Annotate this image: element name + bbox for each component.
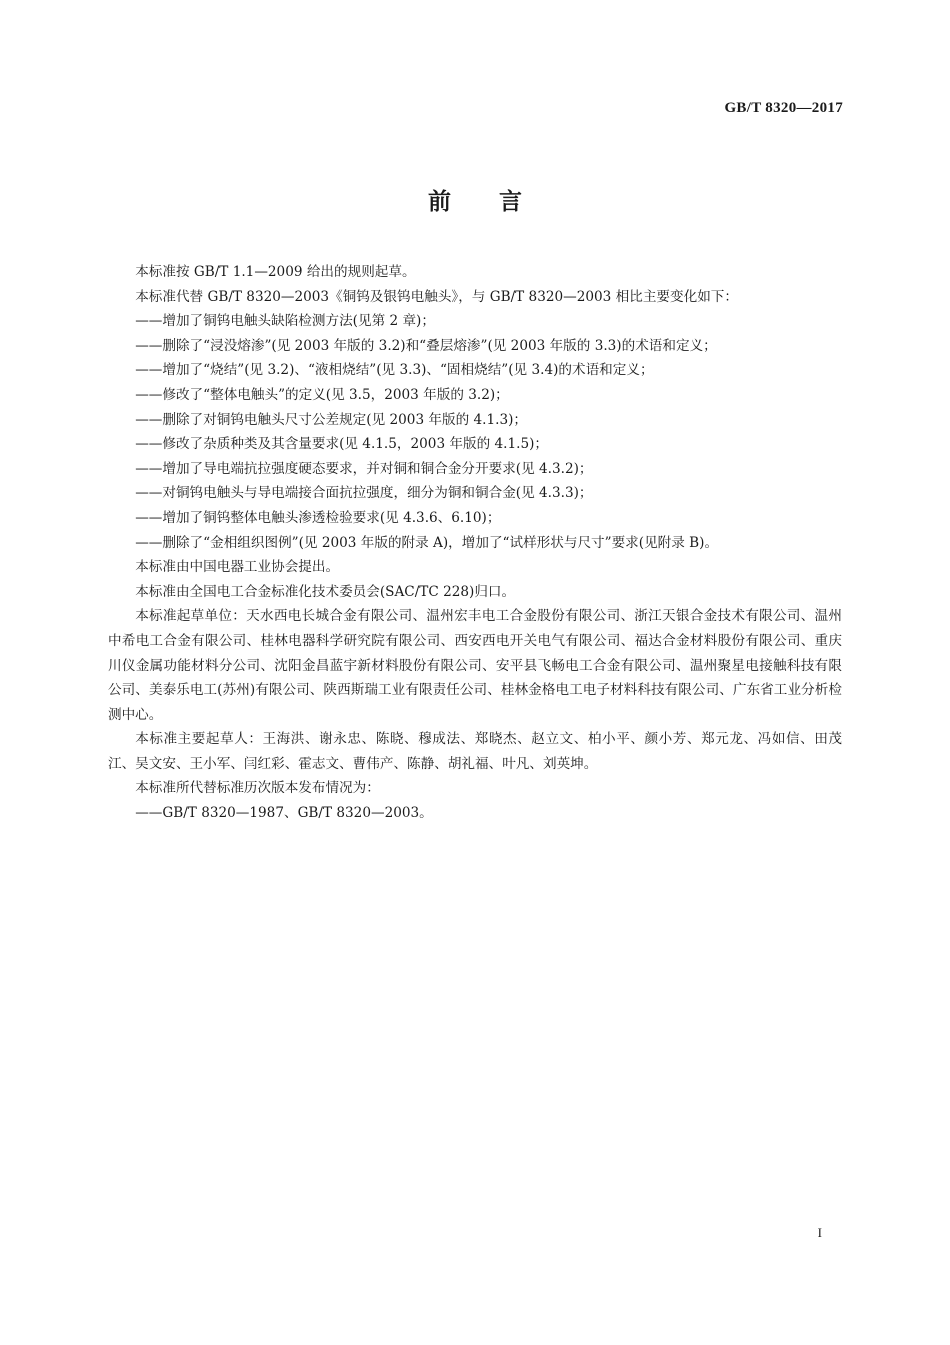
page-title: 前言 [428,189,570,215]
change-item: ——对铜钨电触头与导电端接合面抗拉强度，细分为铜和铜合金(见 4.3.3)； [135,485,593,502]
paragraph-drafting-rules: 本标准按 GB/T 1.1—2009 给出的规则起草。 [135,264,416,280]
paragraph-proposer: 本标准由中国电器工业协会提出。 [135,559,340,576]
page-number: I [817,1225,822,1240]
change-item: ——增加了铜钨整体电触头渗透检验要求(见 4.3.6、6.10)； [135,509,501,526]
paragraph-drafting-units: 本标准起草单位：天水西电长城合金有限公司、温州宏丰电工合金股份有限公司、浙江天银合金技术有限公司、温州中希电工合金有限公司、桂林电器科学研究院有限公司、西安西电开关电气有限公司、福达合金材料股份有限公司、重庆川仪金属功能材料分公司、沈阳金昌蓝宇新材料股份有限公司、安平县飞畅电工合金有限公司、温州聚星电接触科技有限公司、美泰乐电工(苏州)有限公司、陕西斯瑞工业有限责任公司、桂林金格电工电子材料科技有限公司、广东省工业分析检测中心。 [108,608,842,723]
foreword-body [108,260,842,826]
paragraph-drafters: 本标准主要起草人：王海洪、谢永忠、陈晓、穆成法、郑晓杰、赵立文、柏小平、颜小芳、郑元龙、冯如信、田茂江、吴文安、王小军、闫红彩、霍志文、曹伟产、陈静、胡礼福、叶凡、刘英坤。 [108,731,842,772]
paragraph-replacement: 本标准代替 GB/T 8320—2003《铜钨及银钨电触头》，与 GB/T 8320—2003 相比主要变化如下： [135,288,738,305]
change-item: ——删除了“金相组织图例”(见 2003 年版的附录 A)，增加了“试样形状与尺寸”要求(见附录 B)。 [135,534,719,551]
change-item: ——删除了对铜钨电触头尺寸公差规定(见 2003 年版的 4.1.3)； [135,411,528,428]
standard-code: GB/T 8320—2017 [724,100,843,116]
paragraph-history-intro: 本标准所代替标准历次版本发布情况为： [135,780,380,797]
change-item: ——删除了“浸没熔渗”(见 2003 年版的 3.2)和“叠层熔渗”(见 2003 年版的 3.3)的术语和定义； [135,337,717,354]
change-item: ——增加了“烧结”(见 3.2)、“液相烧结”(见 3.3)、“固相烧结”(见 3.4)的术语和定义； [135,362,654,379]
change-item: ——修改了“整体电触头”的定义(见 3.5，2003 年版的 3.2)； [135,386,509,403]
change-item: ——增加了铜钨电触头缺陷检测方法(见第 2 章)； [135,313,435,330]
change-item: ——修改了杂质种类及其含量要求(见 4.1.5，2003 年版的 4.1.5)； [135,436,548,453]
paragraph-committee: 本标准由全国电工合金标准化技术委员会(SAC/TC 228)归口。 [135,583,516,600]
change-item: ——增加了导电端抗拉强度硬态要求，并对铜和铜合金分开要求(见 4.3.2)； [135,460,593,477]
history-item: ——GB/T 8320—1987、GB/T 8320—2003。 [135,805,433,822]
